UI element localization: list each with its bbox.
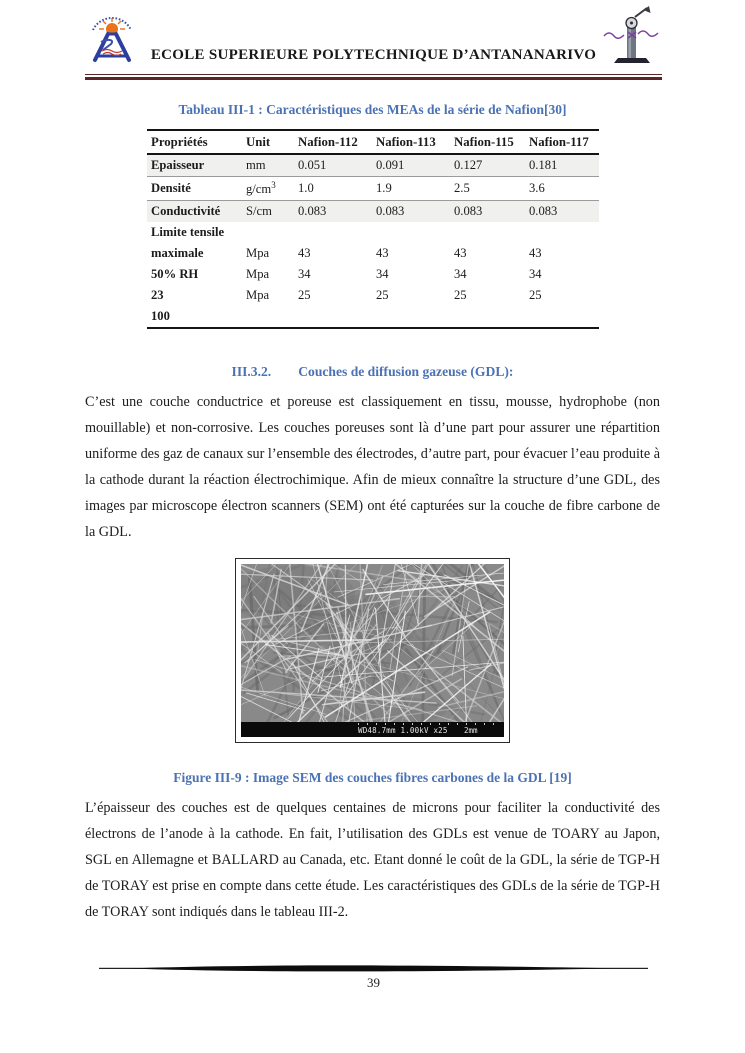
- value-cell: mm: [246, 158, 266, 172]
- property-cell: 50% RH: [151, 267, 199, 282]
- section-number: III.3.2.: [231, 364, 272, 380]
- value-cell: 25: [454, 288, 467, 303]
- mea-characteristics-table: [147, 129, 599, 329]
- value-cell: 0.091: [376, 158, 405, 172]
- university-seal-icon: [85, 6, 139, 73]
- value-cell: 2.5: [454, 181, 470, 196]
- value-cell: 3.6: [529, 181, 545, 196]
- value-cell: [294, 306, 372, 328]
- page-footer: [85, 964, 662, 991]
- value-cell: 1.0: [298, 181, 314, 196]
- column-header: Nafion-117: [529, 135, 589, 149]
- section-heading: [85, 364, 660, 380]
- value-cell: [372, 222, 450, 243]
- sem-scale-label: 2mm: [464, 726, 478, 736]
- sem-info-bar: [241, 722, 504, 737]
- sem-carbon-fiber-micrograph: [241, 564, 504, 737]
- column-header: Propriétés: [151, 135, 208, 149]
- value-cell: 34: [529, 267, 542, 282]
- value-cell: 43: [454, 246, 467, 261]
- sem-fiber-texture: [241, 564, 504, 722]
- section-title: Couches de diffusion gazeuse (GDL):: [298, 364, 514, 380]
- value-cell: 34: [454, 267, 467, 282]
- footer-decorative-rule: [99, 964, 648, 973]
- value-cell: 0.083: [529, 204, 558, 219]
- value-cell: 0.181: [529, 158, 558, 172]
- value-cell: Mpa: [246, 288, 270, 303]
- value-cell: 0.127: [454, 158, 483, 172]
- table-header-row: [147, 130, 599, 154]
- property-cell: Epaisseur: [151, 158, 205, 172]
- page-content: [85, 88, 660, 925]
- value-cell: 0.083: [454, 204, 483, 219]
- table-row: [147, 264, 599, 285]
- sem-scale-ticks: [358, 723, 496, 725]
- value-cell: 25: [376, 288, 389, 303]
- table-row: [147, 154, 599, 177]
- body-paragraph-2: L’épaisseur des couches est de quelques centaines de microns pour faciliter la conductivité des électrons de l’anode à la cathode. En fait, l’utilisation des GDLs est venue de TOARY au Japon, SGL en Allemagne et BALLARD au Canada, etc. Etant donné le coût de la GDL, la série de TGP-H de TORAY est prise en compte dans cette étude. Les caractéristiques des GDLs de la série de TGP-H de TORAY sont indiqués dans le tableau III-2.: [85, 800, 660, 921]
- value-cell: 43: [529, 246, 542, 261]
- value-cell: [525, 306, 599, 328]
- body-paragraph-1: C’est une couche conductrice et poreuse est classiquement en tissu, mousse, hydrophobe (non mouillable) et non-corrosive. Les couches poreuses sont là d’une part pour assurer une répartition uniforme des gaz de canaux sur l’ensemble des électrodes, d’autre part, pour évacuer l’eau produite à la cathode durant la réaction électrochimique. Afin de mieux connaître la structure d’une GDL, des images par microscope électron scanners (SEM) ont été capturées sur la couche de fibre carbone de la GDL.: [85, 394, 660, 541]
- table-body: [147, 154, 599, 328]
- table-row: [147, 177, 599, 201]
- value-cell: 25: [298, 288, 311, 303]
- value-cell: 43: [298, 246, 311, 261]
- value-cell: [450, 222, 525, 243]
- value-cell: 0.051: [298, 158, 327, 172]
- column-header: Nafion-112: [298, 135, 358, 149]
- table-title: Tableau III-1 : Caractéristiques des MEAs de la série de Nafion[30]: [178, 102, 567, 117]
- sem-stamp-text: WD48.7mm 1.00kV x25: [358, 726, 448, 736]
- table-row: [147, 285, 599, 306]
- column-header: Nafion-115: [454, 135, 514, 149]
- value-cell: 34: [376, 267, 389, 282]
- value-cell: 1.9: [376, 181, 392, 196]
- value-cell: [525, 222, 599, 243]
- page-number: 39: [367, 975, 380, 990]
- property-cell: Conductivité: [151, 204, 221, 219]
- table-row: [147, 306, 599, 328]
- value-cell: Mpa: [246, 246, 270, 261]
- table-row: [147, 243, 599, 264]
- value-cell: Mpa: [246, 267, 270, 282]
- school-name: ECOLE SUPERIEURE POLYTECHNIQUE D’ANTANANARIVO: [150, 47, 597, 63]
- value-cell: [372, 306, 450, 328]
- value-cell: [242, 306, 294, 328]
- table-row: [147, 201, 599, 223]
- property-cell: 23: [151, 288, 164, 303]
- figure-caption: Figure III-9 : Image SEM des couches fibres carbones de la GDL [19]: [173, 770, 572, 786]
- department-tower-emblem-icon: [602, 6, 662, 71]
- property-cell: Densité: [151, 181, 191, 196]
- value-cell: 43: [376, 246, 389, 261]
- column-header: Nafion-113: [376, 135, 436, 149]
- property-cell: Limite tensile: [151, 225, 225, 240]
- property-cell: 100: [151, 309, 170, 324]
- column-header: Unit: [246, 135, 271, 149]
- page-header: [85, 6, 662, 72]
- value-cell: 34: [298, 267, 311, 282]
- property-cell: maximale: [151, 246, 204, 261]
- value-cell: 0.083: [376, 204, 405, 219]
- value-cell: 0.083: [298, 204, 327, 219]
- header-double-rule: [85, 74, 662, 80]
- value-cell: 25: [529, 288, 542, 303]
- value-cell: [294, 222, 372, 243]
- value-cell: [242, 222, 294, 243]
- sem-figure-frame: [235, 558, 510, 743]
- value-cell: $g/cm^3$: [246, 180, 276, 197]
- value-cell: S/cm: [246, 204, 272, 219]
- value-cell: [450, 306, 525, 328]
- table-row: [147, 222, 599, 243]
